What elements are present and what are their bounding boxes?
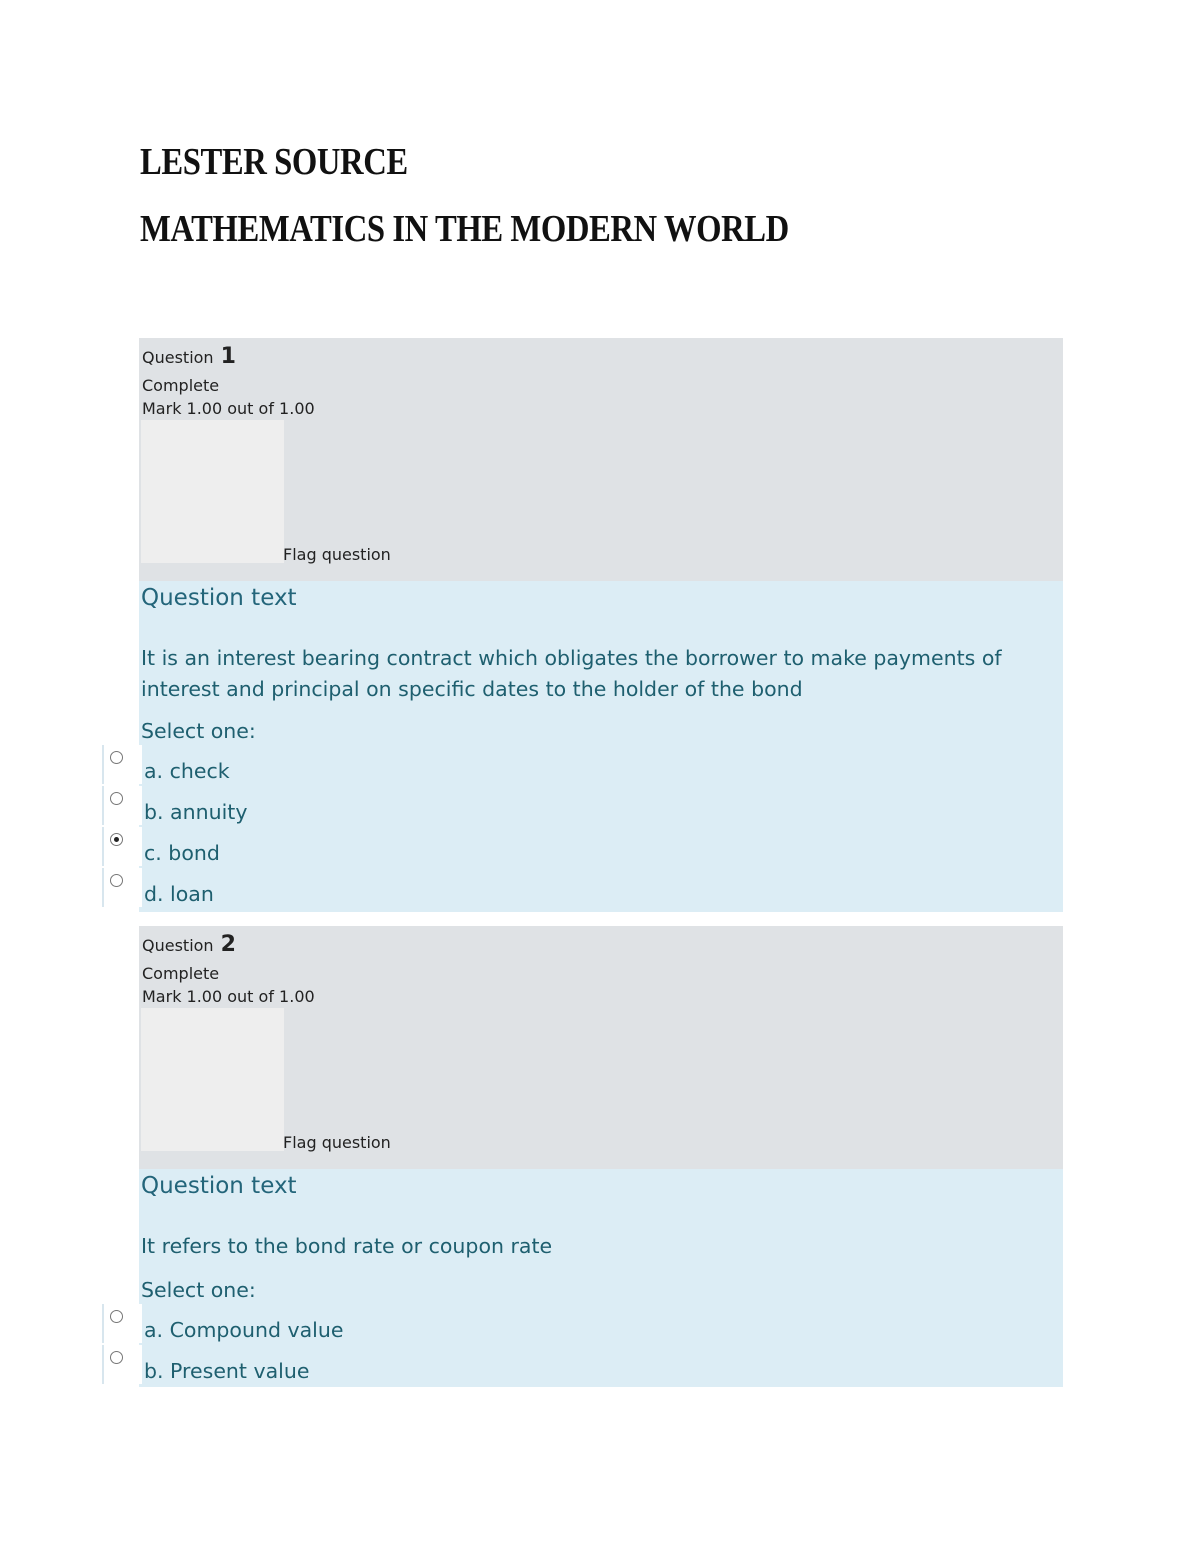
question-info: [139, 338, 1063, 581]
question-1: [102, 338, 1063, 912]
radio-button-selected[interactable]: [110, 833, 123, 846]
question-grade: Mark 1.00 out of 1.00: [142, 399, 315, 418]
question-info: [139, 926, 1063, 1169]
question-number: [142, 932, 236, 957]
answer-option-d[interactable]: [102, 868, 1063, 908]
flag-icon[interactable]: [141, 420, 284, 563]
question-state: Complete: [142, 964, 220, 983]
document-subtitle: MATHEMATICS IN THE MODERN WORLD: [140, 208, 789, 250]
answer-option-b[interactable]: [102, 1345, 1063, 1385]
question-text-heading: Question text: [141, 585, 297, 611]
select-one-prompt: Select one:: [141, 719, 256, 743]
flag-icon[interactable]: [141, 1008, 284, 1151]
answer-label[interactable]: c. bond: [144, 841, 220, 865]
question-number-value: 1: [220, 344, 236, 369]
answer-label[interactable]: a. check: [144, 759, 230, 783]
radio-button[interactable]: [110, 1351, 123, 1364]
question-grade: Mark 1.00 out of 1.00: [142, 987, 315, 1006]
answer-option-a[interactable]: [102, 745, 1063, 785]
question-text-heading: Question text: [141, 1173, 297, 1199]
answer-label[interactable]: a. Compound value: [144, 1318, 344, 1342]
question-label: Question: [142, 936, 214, 955]
answer-label[interactable]: b. annuity: [144, 800, 248, 824]
question-content: [102, 581, 1063, 912]
question-text: It is an interest bearing contract which obligates the borrower to make payments of interest and principal on specific dates to the holder of the bond: [141, 646, 1002, 701]
question-text: It refers to the bond rate or coupon rate: [141, 1234, 553, 1258]
document-title: LESTER SOURCE: [140, 141, 408, 183]
question-number-value: 2: [220, 932, 236, 957]
question-number: [142, 344, 236, 369]
question-state: Complete: [142, 376, 220, 395]
answer-label[interactable]: d. loan: [144, 882, 214, 906]
radio-cell: [102, 1304, 142, 1343]
radio-cell: [102, 1345, 142, 1384]
flag-question-link[interactable]: Flag question: [283, 1133, 391, 1152]
answer-label[interactable]: b. Present value: [144, 1359, 310, 1383]
radio-button[interactable]: [110, 1310, 123, 1323]
radio-button[interactable]: [110, 792, 123, 805]
radio-cell: [102, 827, 142, 866]
select-one-prompt: Select one:: [141, 1278, 256, 1302]
radio-cell: [102, 745, 142, 784]
answer-option-c[interactable]: [102, 827, 1063, 867]
question-2: [102, 926, 1063, 1387]
question-content: [102, 1169, 1063, 1387]
flag-question-link[interactable]: Flag question: [283, 545, 391, 564]
question-label: Question: [142, 348, 214, 367]
radio-cell: [102, 786, 142, 825]
radio-cell: [102, 868, 142, 907]
answer-option-b[interactable]: [102, 786, 1063, 826]
radio-button[interactable]: [110, 751, 123, 764]
radio-button[interactable]: [110, 874, 123, 887]
answer-option-a[interactable]: [102, 1304, 1063, 1344]
